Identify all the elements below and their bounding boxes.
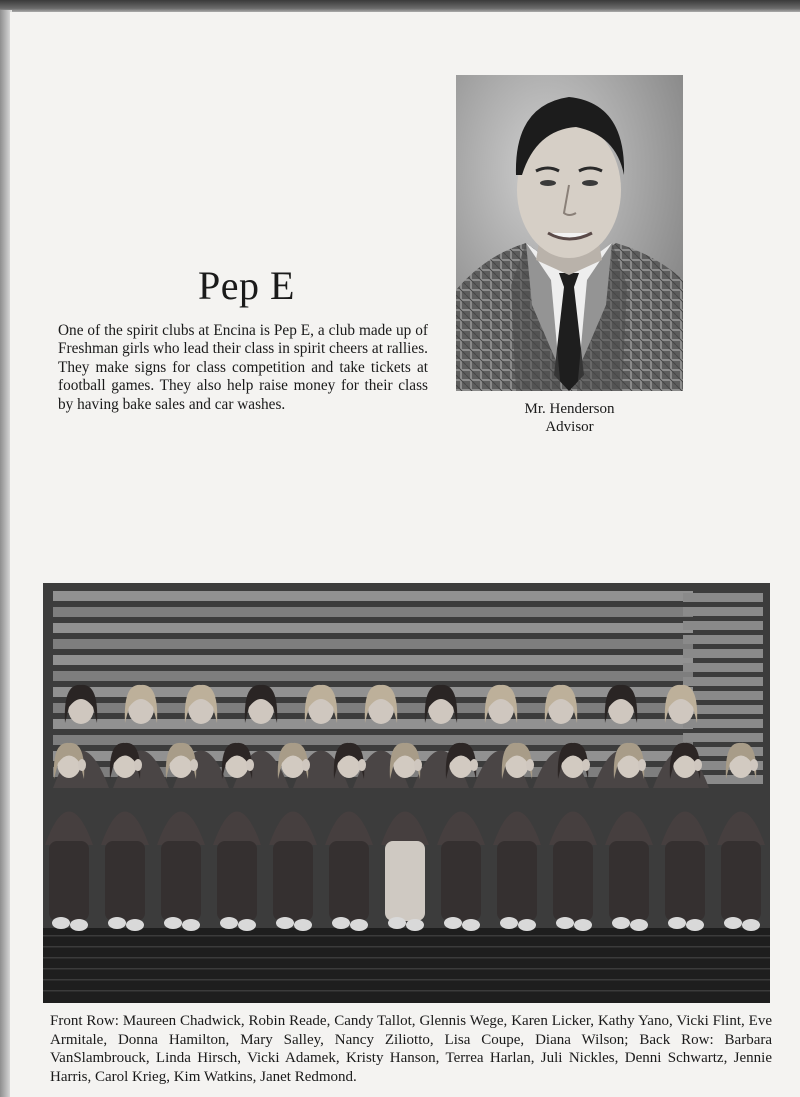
- article-body: One of the spirit clubs at Encina is Pep E, a club made up of Freshman girls who lead their class in spirit cheers at rallies. They make signs for class competition and take tickets at football games. They also help raise money for their class by having bake sales and car washes.: [58, 322, 429, 413]
- advisor-caption: [456, 400, 683, 436]
- group-photo-caption: Front Row: Maureen Chadwick, Robin Reade, Candy Tallot, Glennis Wege, Karen Licker, Kathy Yano, Vicki Flint, Eve Armitale, Donna Hamilton, Mary Salley, Nancy Ziliotto, Lisa Coupe, Diana Wilson; Back Row: Barbara VanSlambrouck, Linda Hirsch, Vicki Adamek, Kristy Hanson, Terrea Harlan, Juli Nickles, Denni Schwartz, Jennie Harris, Carol Krieg, Kim Watkins, Janet Redmond.: [50, 1013, 772, 1085]
- advisor-portrait: [456, 75, 683, 391]
- article-title: Pep E: [198, 263, 295, 308]
- advisor-name: Mr. Henderson: [524, 401, 615, 417]
- advisor-role: Advisor: [545, 419, 594, 435]
- group-photo: [43, 583, 770, 1003]
